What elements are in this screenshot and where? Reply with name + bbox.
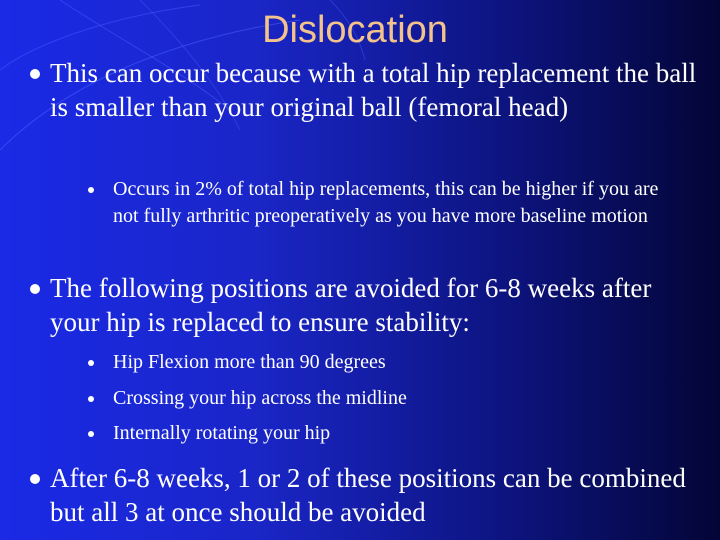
sub-bullet-dot-icon <box>88 431 94 437</box>
sub-bullet-dot-icon <box>88 360 94 366</box>
bullet-positions-avoided <box>30 271 705 339</box>
bullet-dot-icon <box>30 69 40 79</box>
bullet-dot-icon <box>30 284 40 294</box>
bullet-dot-icon <box>30 474 40 484</box>
sub-bullet-crossing-midline <box>88 385 688 412</box>
sub-bullet-text: Occurs in 2% of total hip replacements, this can be higher if you are not fully arthritic preoperatively as you have more baseline motion <box>113 178 659 227</box>
bullet-after-weeks <box>30 461 705 529</box>
bullet-text: This can occur because with a total hip replacement the ball is smaller than your original ball (femoral head) <box>50 58 697 122</box>
sub-bullet-hip-flexion <box>88 349 688 376</box>
bullet-ball-smaller <box>30 56 705 124</box>
sub-bullet-occurrence-rate <box>88 176 688 230</box>
sub-bullet-text: Internally rotating your hip <box>113 422 331 444</box>
bullet-text: After 6-8 weeks, 1 or 2 of these positions can be combined but all 3 at once should be avoided <box>50 463 686 527</box>
slide-title: Dislocation <box>262 9 448 51</box>
sub-bullet-text: Hip Flexion more than 90 degrees <box>113 351 386 373</box>
sub-bullet-text: Crossing your hip across the midline <box>113 387 407 409</box>
sub-bullet-dot-icon <box>88 187 94 193</box>
sub-bullet-dot-icon <box>88 396 94 402</box>
bullet-text: The following positions are avoided for 6-8 weeks after your hip is replaced to ensure stability: <box>50 273 652 337</box>
sub-bullet-internal-rotation <box>88 420 688 447</box>
